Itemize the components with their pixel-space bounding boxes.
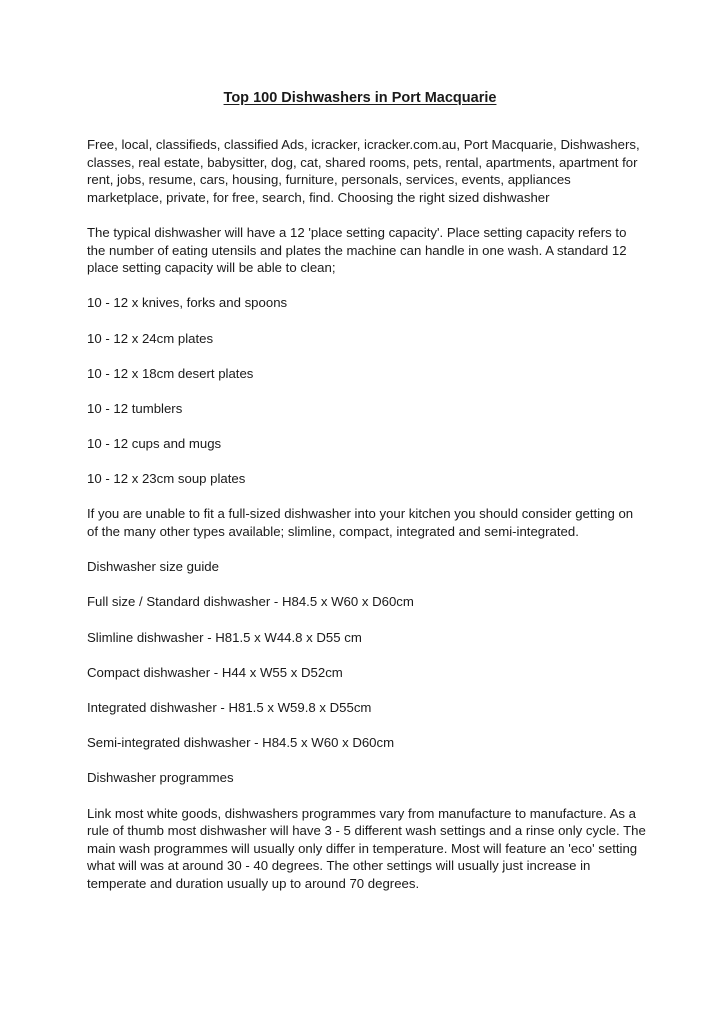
size-guide-full-size: Full size / Standard dishwasher - H84.5 x W60 x D60cm [87, 594, 414, 610]
programmes-paragraph: Link most white goods, dishwashers programmes vary from manufacture to manufacture. As a rule of thumb most dishwasher will have 3 - 5 different wash settings and a rinse only cycle. The main wash programmes will usually only differ in temperature. Most will feature an 'eco' setting what will was at around 30 - 40 degrees. The other settings will usually just increase in temperate and duration usually up to around 70 degrees. [87, 805, 646, 891]
capacity-item-plates: 10 - 12 x 24cm plates [87, 330, 214, 346]
document-body [87, 136, 647, 910]
capacity-paragraph: The typical dishwasher will have a 12 'place setting capacity'. Place setting capacity refers to the number of eating utensils and plates the machine can handle in one wash. A standard 12 place setting capacity will be able to clean; [87, 224, 627, 276]
size-guide-heading: Dishwasher size guide [87, 559, 219, 575]
capacity-item-desert-plates: 10 - 12 x 18cm desert plates [87, 365, 254, 381]
size-guide-integrated: Integrated dishwasher - H81.5 x W59.8 x D55cm [87, 700, 372, 715]
capacity-item-tumblers: 10 - 12 tumblers [87, 400, 183, 416]
capacity-item-cutlery: 10 - 12 x knives, forks and spoons [87, 295, 288, 311]
size-guide-semi-integrated: Semi-integrated dishwasher - H84.5 x W60 x D60cm [87, 735, 395, 751]
intro-keywords-paragraph: Free, local, classifieds, classified Ads, icracker, icracker.com.au, Port Macquarie, Dishwashers, classes, real estate, babysitter, dog, cat, shared rooms, pets, rental, apartments, apartment for rent, jobs, resume, cars, housing, furniture, personals, services, events, appliances marketplace, private, for free, search, find. Choosing the right sized dishwasher [87, 137, 640, 205]
types-paragraph: If you are unable to fit a full-sized dishwasher into your kitchen you should consider getting on of the many other types available; slimline, compact, integrated and semi-integrated. [87, 506, 634, 540]
capacity-item-soup-plates: 10 - 12 x 23cm soup plates [87, 471, 246, 487]
document-title: Top 100 Dishwashers in Port Macquarie [223, 90, 497, 106]
size-guide-slimline: Slimline dishwasher - H81.5 x W44.8 x D55 cm [87, 629, 362, 645]
size-guide-compact: Compact dishwasher - H44 x W55 x D52cm [87, 664, 343, 680]
programmes-heading: Dishwasher programmes [87, 770, 234, 786]
capacity-item-cups: 10 - 12 cups and mugs [87, 436, 222, 452]
